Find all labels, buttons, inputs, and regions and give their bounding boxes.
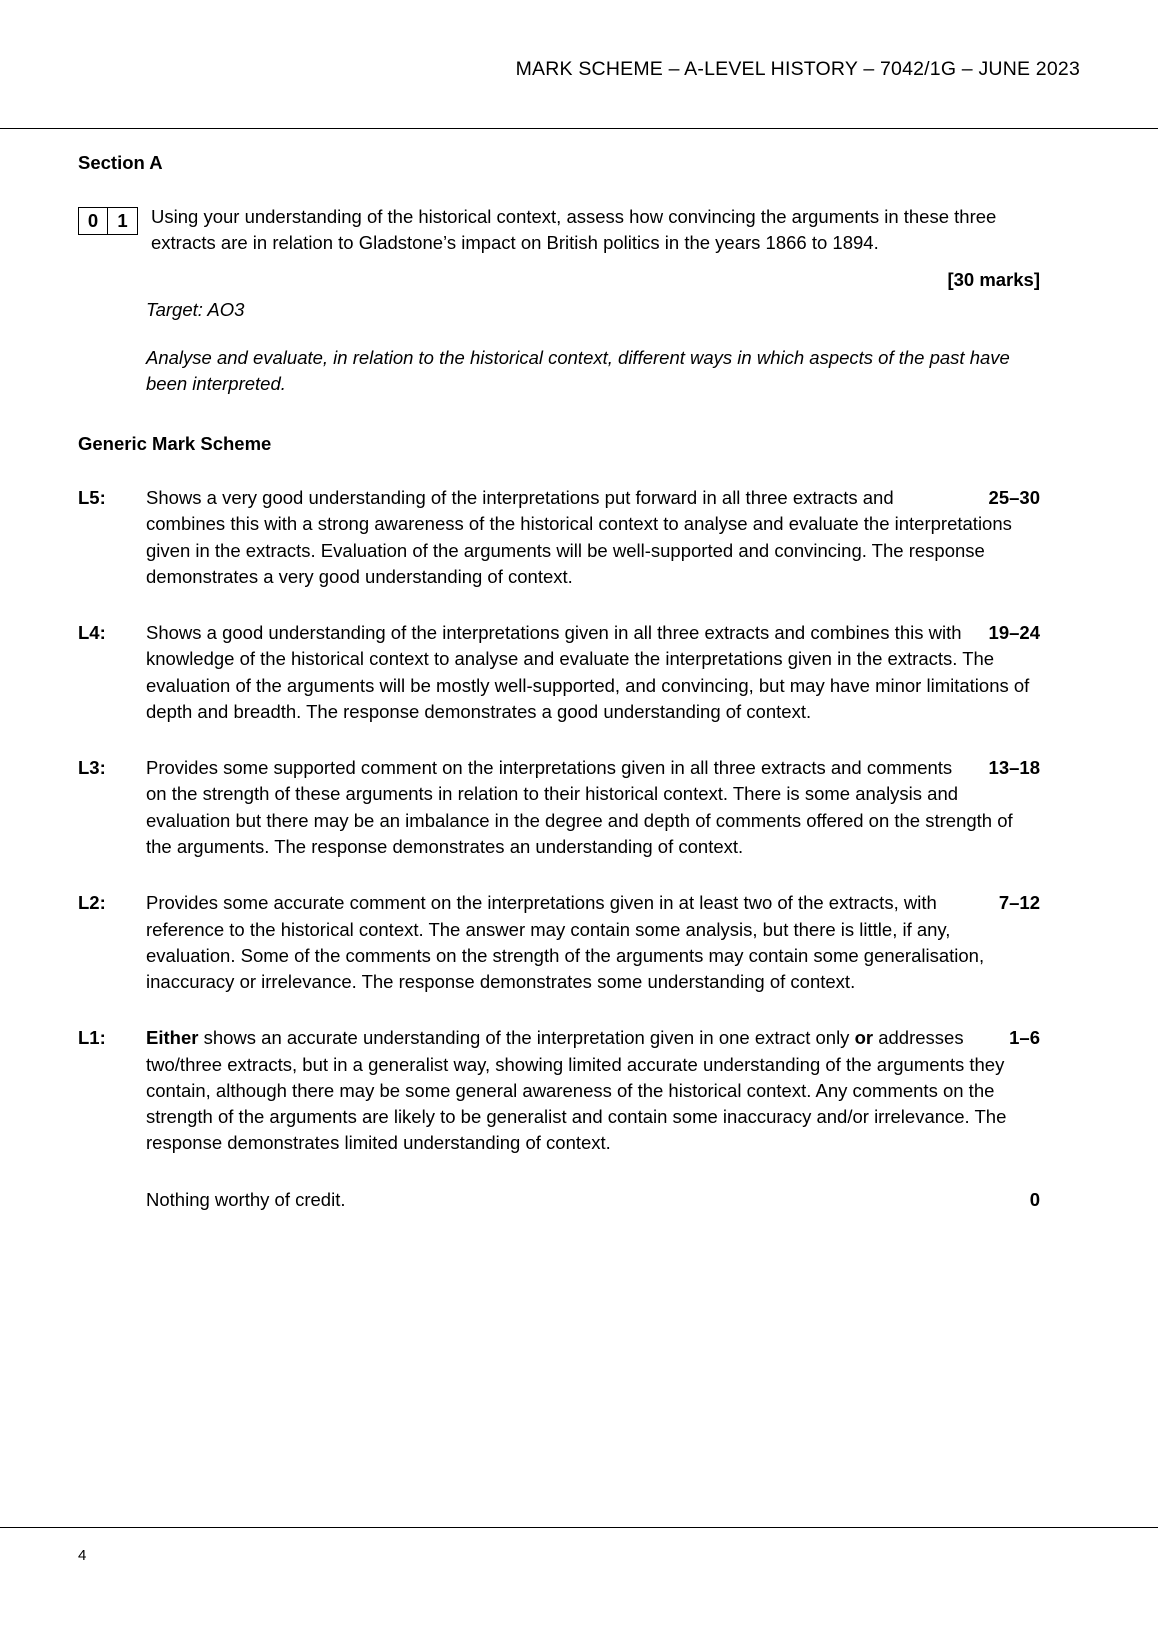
level-label-l1: L1: [78, 1027, 106, 1049]
nothing-text: Nothing worthy of credit. [146, 1188, 346, 1210]
nothing-body [146, 1187, 1040, 1213]
level-label-l2: L2: [78, 892, 106, 914]
level-text-l2: Provides some accurate comment on the interpretations given in at least two of the extracts, with reference to the historical context. The answer may contain some analysis, but there is little, if any, evaluation. Some of the comments on the strength of the arguments may contain some generalisation, inaccuracy or irrelevance. The response demonstrates some understanding of context. [146, 892, 985, 993]
level-marks-l5: 25–30 [988, 487, 1040, 509]
level-marks-l1: 1–6 [1009, 1027, 1040, 1049]
question-digit-0: 0 [78, 207, 108, 235]
footer-divider [0, 1527, 1158, 1528]
page-number: 4 [78, 1547, 87, 1564]
target-line: Target: AO3 [146, 298, 245, 320]
level-body-l2 [146, 890, 1040, 995]
level-row-l2 [78, 890, 1040, 995]
level-marks-l2: 7–12 [998, 892, 1040, 914]
level-row-l5 [78, 485, 1040, 590]
level-text-l1-or: or [854, 1027, 874, 1049]
running-header: MARK SCHEME – A-LEVEL HISTORY – 7042/1G – JUNE 2023 [515, 58, 1080, 80]
level-body-l5 [146, 485, 1040, 590]
page-content [78, 152, 1040, 1213]
question-block [78, 204, 1040, 257]
level-text-l5: Shows a very good understanding of the interpretations put forward in all three extracts and combines this with a strong awareness of the historical context to analyse and evaluate the interpretations given in the extracts. Evaluation of the arguments will be well-supported and convincing. The response demonstrates a very good understanding of context. [146, 487, 1012, 587]
question-number-boxes [78, 207, 138, 235]
level-text-l1-either: Either [146, 1027, 199, 1049]
level-row-l3 [78, 755, 1040, 860]
level-row-l4 [78, 620, 1040, 725]
section-title: Section A [78, 152, 163, 173]
question-marks: [30 marks] [947, 268, 1040, 290]
level-label-l5: L5: [78, 487, 106, 509]
level-text-l3: Provides some supported comment on the interpretations given in all three extracts and comments on the strength of these arguments in relation to their historical context. There is some analysis and evaluation but there may be an imbalance in the degree and depth of comments offered on the strength of the arguments. The response demonstrates an understanding of context. [146, 757, 1013, 857]
level-body-l1 [146, 1025, 1040, 1156]
level-text-l1-part1: shows an accurate understanding of the interpretation given in one extract only [198, 1027, 855, 1049]
level-marks-l3: 13–18 [988, 757, 1040, 779]
question-digit-1: 1 [108, 207, 138, 235]
level-marks-l4: 19–24 [988, 622, 1040, 644]
level-text-l1-part2: addresses two/three extracts, but in a generalist way, showing limited accurate understanding of the arguments they contain, although there may be some general awareness of the historical context. Any comments on the strength of the arguments are likely to be generalist and contain some inaccuracy and/or irrelevance. The response demonstrates limited understanding of context. [146, 1027, 1007, 1154]
header-divider [0, 128, 1158, 129]
level-text-l4: Shows a good understanding of the interpretations given in all three extracts and combines this with knowledge of the historical context to analyse and evaluate the interpretations given in the extracts. The evaluation of the arguments will be mostly well-supported, and convincing, but may have minor limitations of depth and breadth. The response demonstrates a good understanding of context. [146, 622, 1030, 722]
level-body-l4 [146, 620, 1040, 725]
level-body-l3 [146, 755, 1040, 860]
level-label-l3: L3: [78, 757, 106, 779]
nothing-marks: 0 [1029, 1188, 1040, 1210]
level-label-l4: L4: [78, 622, 106, 644]
level-row-l1 [78, 1025, 1040, 1156]
question-text: Using your understanding of the historical context, assess how convincing the arguments in these three extracts are in relation to Gladstone’s impact on British politics in the years 1866 to 1894. [151, 206, 997, 254]
nothing-worthy-row [78, 1187, 1040, 1213]
ao-description: Analyse and evaluate, in relation to the historical context, different ways in which aspects of the past have been interpreted. [146, 346, 1010, 394]
generic-mark-scheme-title: Generic Mark Scheme [78, 433, 272, 455]
